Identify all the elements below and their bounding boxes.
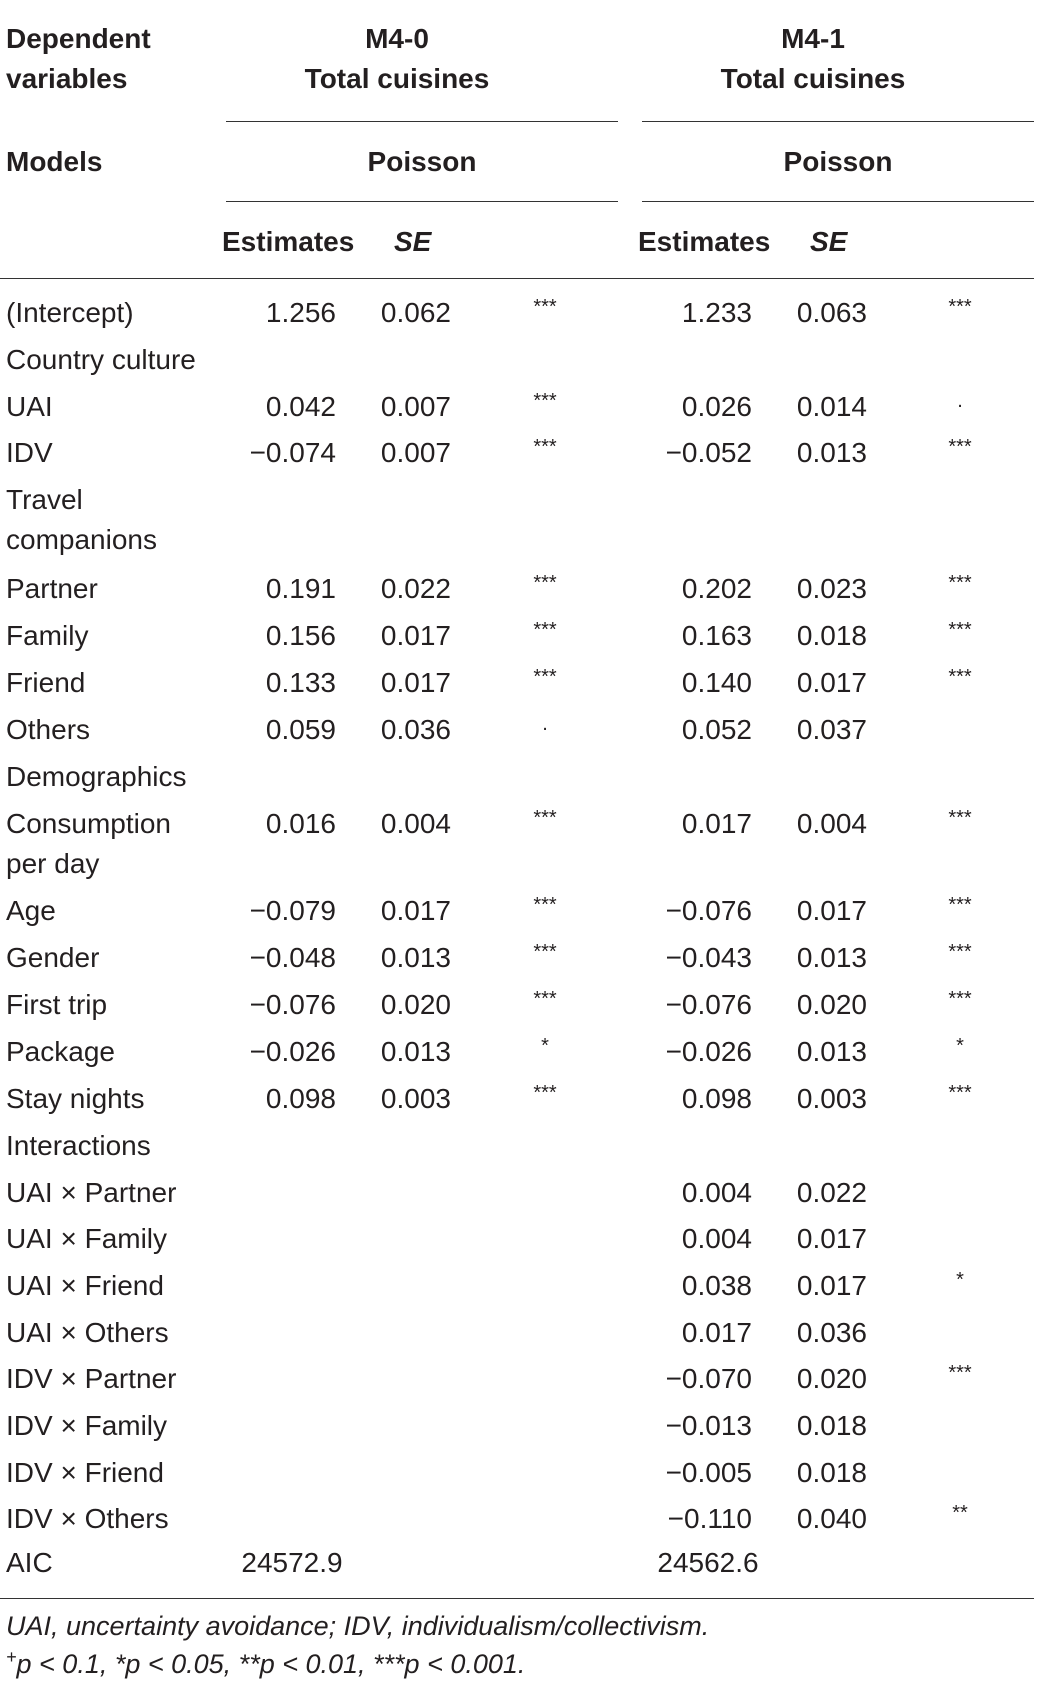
m40-significance: *** xyxy=(533,988,557,1010)
m40-significance: *** xyxy=(533,619,557,641)
m40-se: 0.003 xyxy=(380,1083,451,1114)
m41-se: 0.037 xyxy=(796,714,867,745)
row-label-line2: per day xyxy=(6,848,100,879)
m41-se: 0.018 xyxy=(796,1410,867,1441)
m41-se: 0.018 xyxy=(796,620,867,651)
row-label: Partner xyxy=(6,573,98,604)
m41-estimate: −0.076 xyxy=(665,895,752,926)
m40-se: 0.004 xyxy=(380,808,451,839)
m41-significance: * xyxy=(956,1269,964,1291)
aic-label: AIC xyxy=(6,1547,53,1578)
header-bottom-rule xyxy=(0,278,1034,279)
m40-se: 0.020 xyxy=(380,989,451,1020)
row-label: Stay nights xyxy=(6,1083,145,1114)
row-label: Package xyxy=(6,1036,115,1067)
m41-estimates-header: Estimates xyxy=(638,226,771,257)
m40-model-type: Poisson xyxy=(367,146,477,177)
m41-se: 0.017 xyxy=(796,895,867,926)
models-label: Models xyxy=(6,146,103,177)
m41-estimate: 0.098 xyxy=(681,1083,752,1114)
m40-estimate: 0.156 xyxy=(265,620,336,651)
table-bottom-rule xyxy=(0,1598,1034,1599)
row-label: UAI × Others xyxy=(6,1317,169,1348)
m40-significance: *** xyxy=(533,436,557,458)
m40-se: 0.007 xyxy=(380,437,451,468)
m41-significance: *** xyxy=(948,988,972,1010)
m41-significance: *** xyxy=(948,807,972,829)
m40-significance: *** xyxy=(533,941,557,963)
m40-se: 0.013 xyxy=(380,942,451,973)
m41-se: 0.013 xyxy=(796,437,867,468)
m40-significance: *** xyxy=(533,807,557,829)
m41-estimate: 0.017 xyxy=(681,1317,752,1348)
m40-model-name: M4-0 xyxy=(365,23,429,54)
row-label-line2: companions xyxy=(6,524,157,555)
m41-significance: *** xyxy=(948,666,972,688)
m41-se: 0.022 xyxy=(796,1177,867,1208)
m41-se: 0.020 xyxy=(796,1363,867,1394)
m41-estimate: −0.013 xyxy=(665,1410,752,1441)
m40-model-rule xyxy=(226,201,618,202)
row-label: IDV × Others xyxy=(6,1503,169,1534)
m41-significance: *** xyxy=(948,1082,972,1104)
m41-se: 0.004 xyxy=(796,808,867,839)
m41-significance: *** xyxy=(948,894,972,916)
m41-se: 0.017 xyxy=(796,1223,867,1254)
m41-significance: ** xyxy=(952,1502,968,1524)
row-label: Friend xyxy=(6,667,86,698)
row-label: UAI × Partner xyxy=(6,1177,177,1208)
m40-significance: *** xyxy=(533,666,557,688)
footnote-significance xyxy=(6,1646,525,1682)
m41-estimate: −0.026 xyxy=(665,1036,752,1067)
row-label: (Intercept) xyxy=(6,297,134,328)
m40-header-rule xyxy=(226,121,618,122)
m40-se: 0.062 xyxy=(380,297,451,328)
section-label: Demographics xyxy=(6,761,187,792)
m41-estimate: 0.163 xyxy=(681,620,752,651)
m40-se-header: SE xyxy=(394,226,432,257)
m41-estimate: −0.070 xyxy=(665,1363,752,1394)
m41-se: 0.013 xyxy=(796,942,867,973)
m41-significance: *** xyxy=(948,572,972,594)
m40-estimate: −0.076 xyxy=(249,989,336,1020)
row-label: UAI × Friend xyxy=(6,1270,164,1301)
m41-model-rule xyxy=(642,201,1034,202)
m41-significance: *** xyxy=(948,1362,972,1384)
footnote-abbreviations: UAI, uncertainty avoidance; IDV, individualism/collectivism. xyxy=(6,1611,710,1641)
section-label: Travel xyxy=(6,484,83,515)
m41-significance: *** xyxy=(948,619,972,641)
section-label: Country culture xyxy=(6,344,196,375)
m41-model-type: Poisson xyxy=(783,146,893,177)
m41-se: 0.036 xyxy=(796,1317,867,1348)
m40-estimate: −0.074 xyxy=(249,437,336,468)
m41-se: 0.003 xyxy=(796,1083,867,1114)
m41-se: 0.023 xyxy=(796,573,867,604)
m41-estimate: −0.005 xyxy=(665,1457,752,1488)
row-label: IDV × Partner xyxy=(6,1363,177,1394)
m40-se: 0.017 xyxy=(380,667,451,698)
m41-se: 0.040 xyxy=(796,1503,867,1534)
row-label: UAI xyxy=(6,391,53,422)
m41-estimate: −0.110 xyxy=(667,1503,752,1534)
m41-se: 0.018 xyxy=(796,1457,867,1488)
m40-estimate: 0.191 xyxy=(265,573,336,604)
m41-model-name: M4-1 xyxy=(781,23,845,54)
m41-se: 0.013 xyxy=(796,1036,867,1067)
aic-m40: 24572.9 xyxy=(241,1547,343,1578)
m40-estimate: −0.079 xyxy=(249,895,336,926)
row-label: Gender xyxy=(6,942,100,973)
m41-estimate: 0.038 xyxy=(681,1270,752,1301)
footnote-plus-sup: + xyxy=(6,1647,17,1667)
m40-se: 0.017 xyxy=(380,895,451,926)
m41-estimate: 0.004 xyxy=(681,1223,752,1254)
row-label: IDV × Family xyxy=(6,1410,168,1441)
m40-estimate: 1.256 xyxy=(265,297,336,328)
m40-se: 0.013 xyxy=(380,1036,451,1067)
m40-estimate: 0.016 xyxy=(265,808,336,839)
m40-se: 0.017 xyxy=(380,620,451,651)
dependent-variables-label-line2: variables xyxy=(6,63,128,94)
m41-significance: . xyxy=(957,390,963,412)
m41-estimate: 1.233 xyxy=(681,297,752,328)
m40-estimate: 0.042 xyxy=(265,391,336,422)
row-label: Family xyxy=(6,620,89,651)
m41-se-header: SE xyxy=(810,226,848,257)
footnote-significance-text: p < 0.1, *p < 0.05, **p < 0.01, ***p < 0.001. xyxy=(16,1649,526,1679)
m40-significance: *** xyxy=(533,894,557,916)
m41-significance: *** xyxy=(948,296,972,318)
aic-m41: 24562.6 xyxy=(657,1547,759,1578)
row-label: IDV × Friend xyxy=(6,1457,164,1488)
row-label: Consumption xyxy=(6,808,171,839)
m41-estimate: −0.043 xyxy=(665,942,752,973)
m41-estimate: 0.202 xyxy=(681,573,752,604)
m41-estimate: 0.052 xyxy=(681,714,752,745)
m41-se: 0.017 xyxy=(796,1270,867,1301)
m41-significance: * xyxy=(956,1035,964,1057)
m41-estimate: −0.052 xyxy=(665,437,752,468)
m40-estimate: −0.026 xyxy=(249,1036,336,1067)
m40-significance: . xyxy=(542,713,548,735)
row-label: IDV xyxy=(6,437,53,468)
m41-estimate: 0.017 xyxy=(681,808,752,839)
row-label: UAI × Family xyxy=(6,1223,168,1254)
m40-estimate: −0.048 xyxy=(249,942,336,973)
m40-se: 0.036 xyxy=(380,714,451,745)
m40-se: 0.007 xyxy=(380,391,451,422)
section-label: Interactions xyxy=(6,1130,151,1161)
m41-model-desc: Total cuisines xyxy=(720,63,906,94)
m41-estimate: 0.140 xyxy=(681,667,752,698)
m40-estimate: 0.133 xyxy=(265,667,336,698)
m41-significance: *** xyxy=(948,436,972,458)
m41-se: 0.020 xyxy=(796,989,867,1020)
m40-estimate: 0.098 xyxy=(265,1083,336,1114)
m40-significance: *** xyxy=(533,572,557,594)
m40-significance: *** xyxy=(533,1082,557,1104)
dependent-variables-label-line1: Dependent xyxy=(6,23,151,54)
m40-significance: *** xyxy=(533,390,557,412)
row-label: Others xyxy=(6,714,91,745)
row-label: Age xyxy=(6,895,56,926)
m41-estimate: 0.026 xyxy=(681,391,752,422)
m41-significance: *** xyxy=(948,941,972,963)
m40-se: 0.022 xyxy=(380,573,451,604)
m40-estimate: 0.059 xyxy=(265,714,336,745)
m41-se: 0.063 xyxy=(796,297,867,328)
m40-model-desc: Total cuisines xyxy=(304,63,490,94)
m41-header-rule xyxy=(642,121,1034,122)
m41-estimate: 0.004 xyxy=(681,1177,752,1208)
m40-estimates-header: Estimates xyxy=(222,226,355,257)
m41-estimate: −0.076 xyxy=(665,989,752,1020)
m41-se: 0.014 xyxy=(796,391,867,422)
m41-se: 0.017 xyxy=(796,667,867,698)
m40-significance: * xyxy=(541,1035,549,1057)
m40-significance: *** xyxy=(533,296,557,318)
row-label: First trip xyxy=(6,989,108,1020)
